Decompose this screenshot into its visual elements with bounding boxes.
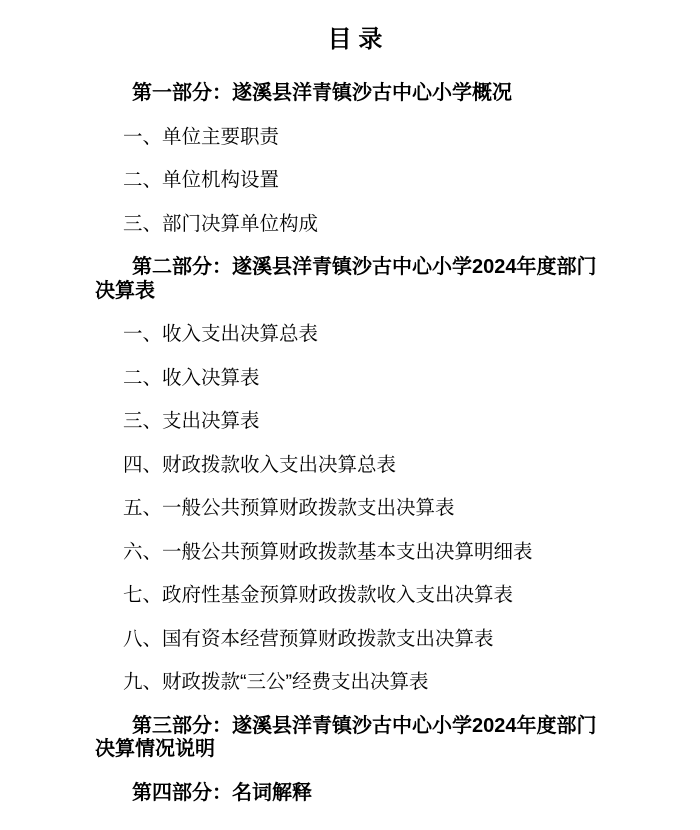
toc-item: 四、财政拨款收入支出决算总表 [123,453,397,476]
toc-part4-heading: 第四部分：名词解释 [132,781,312,804]
toc-list [95,82,615,805]
toc-item: 一、收入支出决算总表 [123,323,319,345]
toc-part3-heading: 第三部分：遂溪县洋青镇沙古中心小学2024年度部门决算情况说明 [95,714,597,760]
toc-item: 九、财政拨款“三公”经费支出决算表 [123,671,429,693]
toc-part2-heading: 第二部分：遂溪县洋青镇沙古中心小学2024年度部门决算表 [95,256,597,302]
toc-item: 七、政府性基金预算财政拨款收入支出决算表 [123,584,514,606]
toc-part1-heading: 第一部分：遂溪县洋青镇沙古中心小学概况 [132,82,512,104]
toc-item: 八、国有资本经营预算财政拨款支出决算表 [123,627,494,650]
toc-item: 一、单位主要职责 [123,125,280,148]
toc-item: 二、单位机构设置 [123,169,280,191]
toc-item: 六、一般公共预算财政拨款基本支出决算明细表 [123,540,533,563]
toc-item: 三、支出决算表 [123,410,260,432]
toc-item: 五、一般公共预算财政拨款支出决算表 [123,497,455,519]
toc-item: 三、部门决算单位构成 [123,212,319,235]
toc-item: 二、收入决算表 [123,366,260,389]
toc-title: 目 录 [327,26,383,53]
